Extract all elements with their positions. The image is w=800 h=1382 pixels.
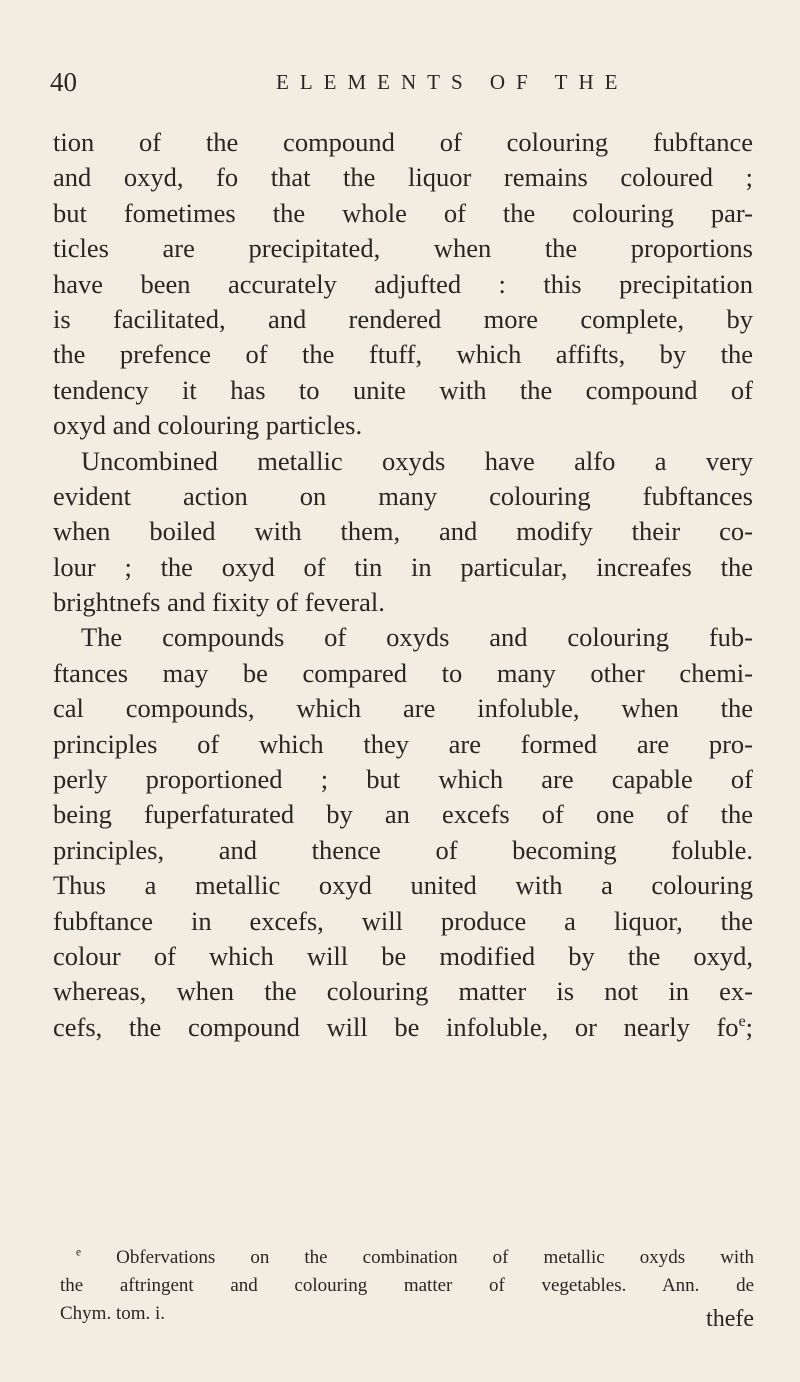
footnote-mark: e bbox=[76, 1246, 82, 1259]
text-line: oxyd and colouring particles. bbox=[53, 410, 363, 441]
text-line: ticles are precipitated, when the proportions bbox=[53, 233, 753, 264]
footnote-reference[interactable]: e bbox=[738, 1012, 746, 1030]
text-line: lour ; the oxyd of tin in particular, increafes the bbox=[53, 551, 753, 582]
text-line: colour of which will be modified by the oxyd, bbox=[53, 940, 753, 971]
text-line: the prefence of the ftuff, which affifts, by the bbox=[53, 339, 753, 370]
text-line: and oxyd, fo that the liquor remains coloured ; bbox=[53, 162, 753, 193]
final-line-punctuation: ; bbox=[745, 1011, 753, 1042]
text-line: brightnefs and fixity of feveral. bbox=[53, 587, 385, 618]
body-text bbox=[53, 125, 753, 1045]
footnote-line bbox=[60, 1244, 754, 1272]
text-line: fubftance in excefs, will produce a liquor, the bbox=[53, 905, 753, 936]
text-line: evident action on many colouring fubftances bbox=[53, 480, 753, 511]
text-line: cal compounds, which are infoluble, when the bbox=[53, 693, 753, 724]
page-number: 40 bbox=[50, 67, 77, 97]
text-line: principles, and thence of becoming foluble. bbox=[53, 834, 753, 865]
text-line: tion of the compound of colouring fubftance bbox=[53, 127, 753, 157]
text-line-final bbox=[53, 1010, 753, 1045]
running-title: ELEMENTS OF THE bbox=[276, 70, 629, 94]
running-head bbox=[50, 62, 750, 102]
final-line-text: cefs, the compound will be infoluble, or nearly fo bbox=[53, 1011, 739, 1042]
text-line: ftances may be compared to many other chemi- bbox=[53, 657, 753, 688]
catchword: thefe bbox=[706, 1306, 754, 1332]
text-line: when boiled with them, and modify their co- bbox=[53, 516, 753, 547]
text-line: being fuperfaturated by an excefs of one of the bbox=[53, 799, 753, 830]
footnote-line: Chym. tom. i. bbox=[60, 1303, 166, 1324]
text-line: The compounds of oxyds and colouring fub- bbox=[81, 622, 753, 653]
text-line: Thus a metallic oxyd united with a colouring bbox=[53, 870, 753, 901]
text-line: principles of which they are formed are pro- bbox=[53, 728, 753, 759]
text-line: perly proportioned ; but which are capable of bbox=[53, 764, 753, 795]
footnote-text: Obfervations on the combination of metallic oxyds with bbox=[116, 1247, 754, 1268]
text-line: tendency it has to unite with the compound of bbox=[53, 374, 753, 405]
footnote-line: the aftringent and colouring matter of vegetables. Ann. de bbox=[60, 1275, 754, 1296]
text-line: is facilitated, and rendered more complete, by bbox=[53, 303, 753, 334]
text-line: Uncombined metallic oxyds have alfo a very bbox=[81, 445, 753, 476]
text-line: whereas, when the colouring matter is not in ex- bbox=[53, 976, 753, 1007]
footnote bbox=[60, 1244, 754, 1328]
text-line: but fometimes the whole of the colouring par- bbox=[53, 197, 753, 228]
text-line: have been accurately adjufted : this precipitation bbox=[53, 268, 753, 299]
